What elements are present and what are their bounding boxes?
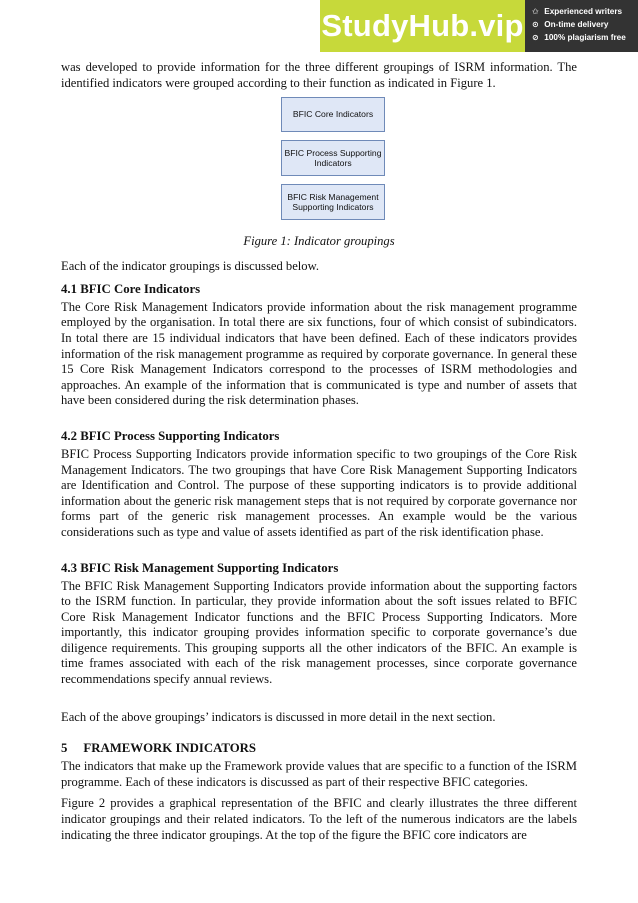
spacer	[61, 694, 577, 710]
paragraph-5b: Figure 2 provides a graphical representation of the BFIC and clearly illustrates the three different indicator groupings and their related indicators. To the left of the numerous indicators are the labels indicating the three indicator groupings. At the top of the figure the BFIC core indicators are	[61, 796, 577, 842]
process-supporting-box: BFIC Process Supporting Indicators	[281, 140, 385, 176]
intro-paragraph: was developed to provide information for the three different groupings of ISRM information. The identified indicators were grouped according to their function as indicated in Figure 1.	[61, 60, 577, 90]
paragraph-above: Each of the above groupings’ indicators is discussed in more detail in the next section.	[61, 709, 496, 724]
studyhub-banner[interactable]	[320, 0, 638, 52]
feature-item	[532, 31, 638, 44]
feature-item	[532, 5, 638, 18]
paragraph-4-1: The Core Risk Management Indicators provide information about the risk management programme employed by the organisation. In total there are six functions, four of which consist of subindicators. In total there are 15 individual indicators that have been defined. Each of these indicators provides information of the risk management programme as required by corporate governance. In general these 15 Core Risk Management Indicators correspond to the processes of ISRM methodologies and approaches. An example of the information that is communicated is type and number of assets that have been considered during the risk determination phases.	[61, 299, 577, 408]
document-body	[61, 60, 577, 849]
spacer	[61, 415, 577, 425]
heading-5: 5 FRAMEWORK INDICATORS	[61, 741, 257, 756]
heading-4-1: 4.1 BFIC Core Indicators	[61, 281, 201, 296]
figure-1	[61, 97, 577, 255]
paragraph-4-3: The BFIC Risk Management Supporting Indicators provide information about the supporting factors to the ISRM function. In particular, they provide information about the soft issues related to BFIC Core Risk Management Indicator functions and the BFIC Process Supporting Indicators. More importantly, this indicator grouping provides information specific to corporate governance’s due diligence requirements. This grouping supports all the other indicators of the BFIC. An example is time frames associated with each of the risk management processes, since corporate governance recommendations specify annual reviews.	[61, 578, 577, 687]
heading-4-3: 4.3 BFIC Risk Management Supporting Indicators	[61, 560, 339, 575]
clock-icon: ⊙	[532, 20, 539, 29]
brand-logo[interactable]: StudyHub.vip	[320, 0, 525, 52]
feature-text: Experienced writers	[544, 7, 623, 16]
feature-item	[532, 18, 638, 31]
paragraph-4-2: BFIC Process Supporting Indicators provide information specific to two groupings of the Core Risk Management Indicators. The two groupings that have Core Risk Management Supporting Indicators are Identification and Control. The purpose of these supporting indicators is to provide additional information about the generic risk management steps that is not required by corporate governance nor forms part of the generic risk management processes. An example would be the various considerations such as type and value of assets identified as part of the risk identification phase.	[61, 446, 577, 539]
heading-4-2: 4.2 BFIC Process Supporting Indicators	[61, 428, 280, 443]
feature-list	[525, 0, 638, 52]
core-indicators-box: BFIC Core Indicators	[281, 97, 385, 132]
paragraph-5a: The indicators that make up the Framework provide values that are specific to a function of the ISRM programme. Each of these indicators is discussed as part of their respective BFIC categories.	[61, 759, 577, 789]
star-icon: ✩	[532, 7, 539, 16]
feature-text: On-time delivery	[544, 20, 609, 29]
feature-text: 100% plagiarism free	[544, 33, 626, 42]
figure-caption: Figure 1: Indicator groupings	[243, 234, 395, 249]
paragraph-each: Each of the indicator groupings is discussed below.	[61, 259, 319, 274]
badge-icon: ⊘	[532, 33, 539, 42]
spacer	[61, 731, 577, 737]
risk-management-supporting-box: BFIC Risk Management Supporting Indicators	[281, 184, 385, 220]
spacer	[61, 547, 577, 557]
